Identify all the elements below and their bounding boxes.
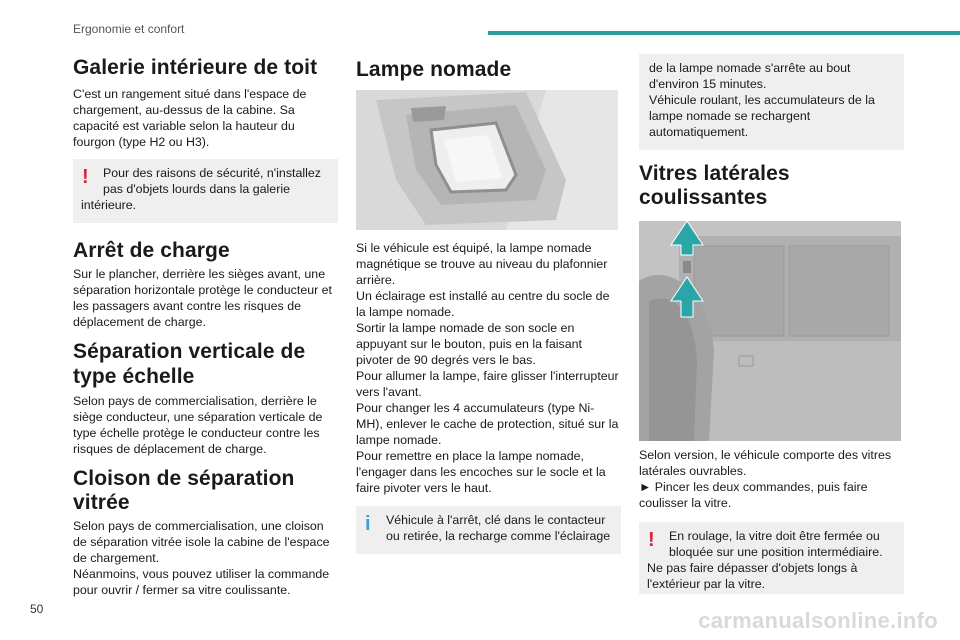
warning-icon: !	[82, 166, 89, 188]
sliding-window-illustration	[639, 221, 901, 441]
column-middle	[356, 54, 621, 554]
nomad-lamp-info-note-continued	[639, 54, 904, 150]
sliding-windows-p1: Selon version, le véhicule comporte des vitres latérales ouvrables.	[639, 448, 892, 478]
info-note-continued-a: de la lampe nomade s'arrête au bout d'environ 15 minutes.	[649, 61, 851, 91]
load-stop-text: Sur le plancher, derrière les sièges avant, une séparation horizontale protège le conducteur et les passagers avant contre les risques de déplacement de charge.	[73, 267, 332, 329]
nomad-lamp-image	[356, 90, 618, 230]
header-accent-bar	[488, 31, 960, 35]
nomad-lamp-p4: Pour allumer la lampe, faire glisser l'interrupteur vers l'avant.	[356, 369, 619, 399]
roof-gallery-text: C'est un rangement situé dans l'espace de chargement, au-dessus de la cabine. Sa capacité est variable selon la hauteur du fourgon (type H2 ou H3).	[73, 87, 307, 149]
nomad-lamp-illustration	[356, 90, 618, 230]
info-icon: i	[365, 513, 371, 535]
section-title-load-stop: Arrêt de charge	[73, 239, 230, 262]
info-note-text: Véhicule à l'arrêt, clé dans le contacteur ou retirée, la recharge comme l'éclairage	[386, 513, 611, 543]
column-right	[639, 54, 904, 594]
section-title-sliding-windows: Vitres latérales coulissantes	[639, 162, 790, 209]
sliding-window-image	[639, 221, 901, 441]
page-header-title: Ergonomie et confort	[73, 22, 185, 36]
nomad-lamp-info-note	[356, 506, 621, 554]
page-number: 50	[30, 602, 44, 616]
nomad-lamp-p3: Sortir la lampe nomade de son socle en appuyant sur le bouton, puis en la faisant pivoter de 90 degrés vers le bas.	[356, 321, 582, 367]
watermark-text: carmanualsonline.info	[698, 608, 938, 633]
glazed-partition-text-a: Selon pays de commercialisation, une cloison de séparation vitrée isole la cabine de l'espace de chargement.	[73, 519, 330, 565]
warning-text-line2: intérieure.	[81, 198, 137, 212]
warning-text-line2: Ne pas faire dépasser d'objets longs à l'extérieur par la vitre.	[647, 561, 858, 591]
warning-icon: !	[648, 529, 655, 551]
section-title-nomad-lamp: Lampe nomade	[356, 58, 512, 81]
nomad-lamp-p1: Si le véhicule est équipé, la lampe nomade magnétique se trouve au niveau du plafonnier arrière.	[356, 241, 608, 287]
section-title-roof-gallery: Galerie intérieure de toit	[73, 56, 318, 79]
roof-gallery-warning-note	[73, 159, 338, 223]
column-left	[73, 54, 338, 598]
warning-text-line1: En roulage, la vitre doit être fermée ou bloquée sur une position intermédiaire.	[669, 529, 883, 559]
warning-text-line1: Pour des raisons de sécurité, n'installez pas d'objets lourds dans la galerie	[103, 166, 321, 196]
section-title-glazed-partition: Cloison de séparation vitrée	[73, 467, 295, 514]
glazed-partition-text-b: Néanmoins, vous pouvez utiliser la commande pour ouvrir / fermer sa vitre coulissante.	[73, 567, 330, 597]
sliding-windows-p2: ► Pincer les deux commandes, puis faire coulisser la vitre.	[639, 480, 868, 510]
sliding-windows-warning-note	[639, 522, 904, 594]
nomad-lamp-p6: Pour remettre en place la lampe nomade, l'engager dans les encoches sur le socle et la faire pivoter vers le haut.	[356, 449, 606, 495]
nomad-lamp-p5: Pour changer les 4 accumulateurs (type Ni-MH), enlever le cache de protection, situé sur la lampe nomade.	[356, 401, 619, 447]
nomad-lamp-p2: Un éclairage est installé au centre du socle de la lampe nomade.	[356, 289, 610, 319]
section-title-ladder-separation: Séparation verticale de type échelle	[73, 340, 306, 388]
ladder-separation-text: Selon pays de commercialisation, derrière le siège conducteur, une séparation verticale de type échelle protège le conducteur contre les risques de déplacement de charge.	[73, 394, 323, 456]
info-note-continued-b: Véhicule roulant, les accumulateurs de la lampe nomade se rechargent automatiquement.	[649, 93, 875, 139]
